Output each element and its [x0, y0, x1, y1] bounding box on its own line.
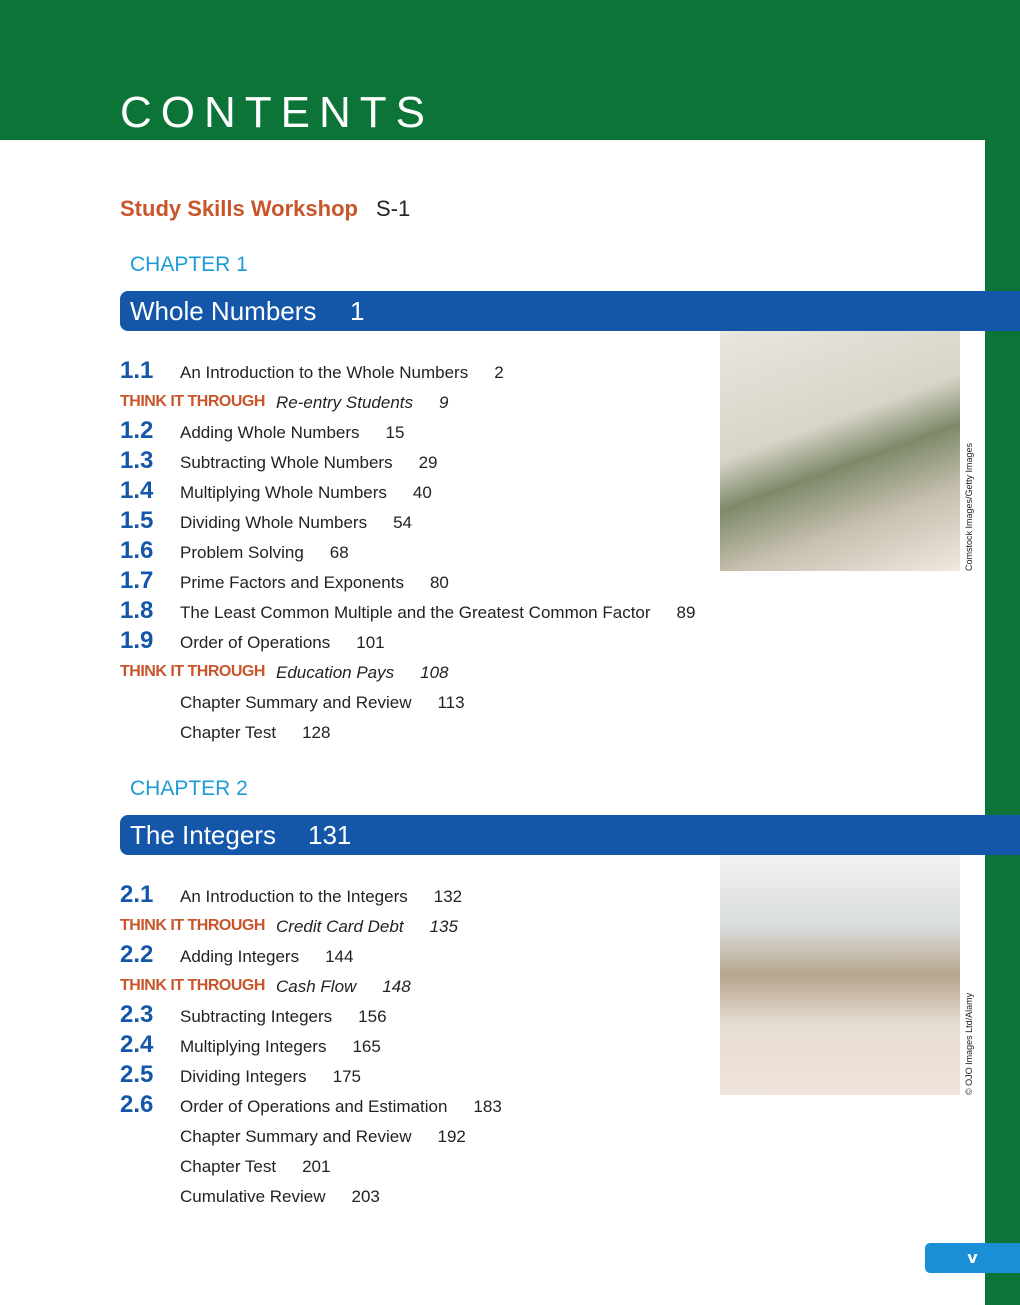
section-number: 2.4 [120, 1031, 154, 1058]
toc-entry[interactable] [120, 881, 740, 915]
photo-credit: © OJO Images Ltd/Alamy [964, 992, 974, 1095]
toc-entry[interactable] [120, 721, 740, 751]
section-number: 1.6 [120, 537, 154, 564]
entry-page: 101 [356, 633, 385, 652]
chapter-2-label: CHAPTER 2 [130, 777, 248, 800]
chapter-1-photo [720, 331, 960, 571]
toc-entry[interactable] [120, 417, 740, 451]
entry-page: 156 [358, 1007, 387, 1026]
entry-page: 2 [494, 363, 504, 382]
entry-page: 9 [439, 393, 449, 412]
toc-entry[interactable] [120, 1185, 740, 1215]
entry-title: Chapter Test [180, 723, 277, 742]
section-number: 1.8 [120, 597, 154, 624]
entry-page: 165 [352, 1037, 381, 1056]
section-number: 1.7 [120, 567, 154, 594]
entry-title: Multiplying Integers [180, 1037, 327, 1056]
entry-title: Order of Operations [180, 633, 331, 652]
section-number: 2.1 [120, 881, 154, 908]
entry-title: Dividing Whole Numbers [180, 513, 368, 532]
entry-page: 108 [420, 663, 449, 682]
toc-entry[interactable] [120, 357, 740, 391]
entry-title: Education Pays [276, 663, 395, 682]
entry-page: 183 [473, 1097, 502, 1116]
entry-title: Dividing Integers [180, 1067, 307, 1086]
entry-page: 15 [385, 423, 405, 442]
entry-page: 148 [382, 977, 411, 996]
chapter-title: The Integers [130, 820, 276, 850]
toc-entry[interactable] [120, 1061, 740, 1095]
entry-title: Credit Card Debt [276, 917, 404, 936]
section-number: 1.5 [120, 507, 154, 534]
section-number: 1.4 [120, 477, 154, 504]
entry-page: 29 [418, 453, 438, 472]
entry-page: 192 [437, 1127, 466, 1146]
section-number: 2.2 [120, 941, 154, 968]
entry-page: 113 [437, 693, 465, 712]
section-number: 2.5 [120, 1061, 154, 1088]
entry-page: 89 [676, 603, 696, 622]
toc-entry[interactable] [120, 477, 740, 511]
toc-entry[interactable] [120, 975, 740, 1005]
entry-title: The Least Common Multiple and the Greatest Common Factor [180, 603, 651, 622]
think-it-through-label: THINK IT THROUGH [120, 663, 265, 680]
chapter-title: Whole Numbers [130, 296, 317, 326]
entry-title: Subtracting Whole Numbers [180, 453, 393, 472]
toc-entry[interactable] [120, 1001, 740, 1035]
chapter-1-label: CHAPTER 1 [130, 253, 248, 276]
entry-page: 175 [332, 1067, 361, 1086]
toc-entry[interactable] [120, 1091, 740, 1125]
entry-title: An Introduction to the Whole Numbers [180, 363, 469, 382]
section-number: 2.3 [120, 1001, 154, 1028]
think-it-through-label: THINK IT THROUGH [120, 393, 265, 410]
toc-entry[interactable] [120, 1155, 740, 1185]
chapter-page: 131 [308, 820, 352, 850]
think-it-through-label: THINK IT THROUGH [120, 917, 265, 934]
toc-entry[interactable] [120, 915, 740, 945]
entry-title: Order of Operations and Estimation [180, 1097, 448, 1116]
entry-page: 132 [433, 887, 463, 906]
entry-page: 135 [429, 917, 458, 936]
entry-title: Prime Factors and Exponents [180, 573, 404, 592]
entry-title: Re-entry Students [276, 393, 414, 412]
toc-entry[interactable] [120, 691, 740, 721]
entry-page: 80 [429, 573, 449, 592]
think-it-through-label: THINK IT THROUGH [120, 977, 265, 994]
entry-title: An Introduction to the Integers [180, 887, 408, 906]
page-title: CONTENTS [120, 88, 434, 137]
toc-entry[interactable] [120, 537, 740, 571]
toc-entry[interactable] [120, 597, 740, 631]
entry-title: Cumulative Review [180, 1187, 326, 1206]
section-number: 1.2 [120, 417, 154, 444]
entry-title: Adding Whole Numbers [180, 423, 360, 442]
section-number: 1.3 [120, 447, 154, 474]
toc-entry[interactable] [120, 447, 740, 481]
entry-title: Cash Flow [276, 977, 357, 996]
chapter-2-photo [720, 855, 960, 1095]
photo-credit: Comstock Images/Getty Images [964, 442, 974, 571]
entry-title: Chapter Test [180, 1157, 277, 1176]
entry-title: Multiplying Whole Numbers [180, 483, 387, 502]
toc-entry[interactable] [120, 941, 740, 975]
toc-entry[interactable] [120, 567, 740, 601]
section-number: 2.6 [120, 1091, 154, 1118]
study-skills-page: S-1 [376, 196, 411, 221]
toc-entry[interactable] [120, 661, 740, 691]
section-number: 1.1 [120, 357, 154, 384]
entry-page: 144 [325, 947, 354, 966]
chapter-1-bar[interactable] [120, 291, 1020, 331]
chapter-2-bar[interactable] [120, 815, 1020, 855]
toc-entry[interactable] [120, 627, 740, 661]
study-skills-link[interactable]: Study Skills Workshop [120, 196, 358, 221]
toc-entry[interactable] [120, 391, 740, 421]
toc-entry[interactable] [120, 1125, 740, 1155]
chapter-page: 1 [350, 296, 365, 326]
entry-title: Adding Integers [180, 947, 300, 966]
section-number: 1.9 [120, 627, 154, 654]
entry-title: Chapter Summary and Review [180, 693, 412, 712]
entry-title: Chapter Summary and Review [180, 1127, 412, 1146]
page-number: v [925, 1243, 1020, 1273]
entry-page: 40 [412, 483, 432, 502]
entry-page: 201 [302, 1157, 331, 1176]
entry-page: 203 [351, 1187, 380, 1206]
side-strip [985, 0, 1020, 1305]
entry-page: 128 [302, 723, 331, 742]
entry-page: 54 [393, 513, 412, 532]
toc-entry[interactable] [120, 1031, 740, 1065]
entry-page: 68 [329, 543, 349, 562]
entry-title: Problem Solving [180, 543, 304, 562]
toc-entry[interactable] [120, 507, 740, 541]
entry-title: Subtracting Integers [180, 1007, 333, 1026]
